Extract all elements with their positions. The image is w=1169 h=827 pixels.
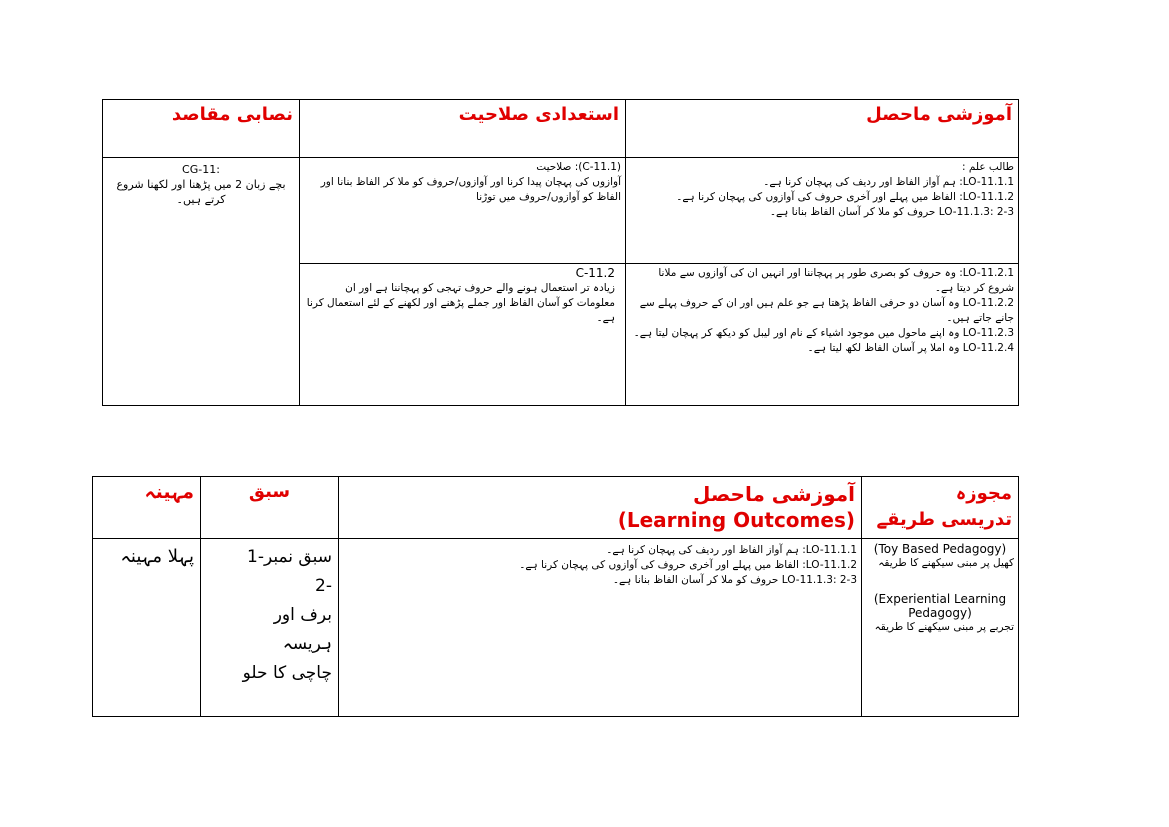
outcomes-cell-t2 (339, 539, 862, 717)
month-cell: پہلا مہینہ (93, 539, 201, 717)
header-outcomes-ur: آموزشی ماحصل (692, 482, 855, 506)
competency-code-1: (C-11.1): صلاحیت (536, 161, 621, 173)
method-2-ur: تجربے پر مبنی سیکھنے کا طریقہ (874, 621, 1014, 633)
cg-code: CG-11: (182, 163, 220, 176)
outcome-line: LO-11.1.2: الفاظ میں پہلے اور آخری حروف کی آوازوں کی پہچان کرنا ہے۔ (676, 191, 1014, 203)
table1-header-row (103, 100, 1019, 158)
outcomes-cell-2 (626, 264, 1019, 406)
header-methods (862, 477, 1019, 539)
outcome-line: LO-11.2.1: وہ حروف کو بصری طور پر پہچاننا اور انہیں ان کی آوازوں سے ملانا شروع کر دیتا ہے۔ (658, 267, 1014, 294)
table2-row-1 (93, 539, 1019, 717)
lesson-line: سبق نمبر-1 (247, 547, 332, 567)
competency-cell-1 (300, 158, 626, 264)
competency-text-2: زیادہ تر استعمال ہونے والے حروف تہجی کو پہچاننا ہے اور ان معلومات کو آسان الفاظ اور جملے پڑھنے اور لکھنے کے لئے استعمال کرنا ہے۔ (306, 282, 615, 324)
header-month: مہینہ (93, 477, 201, 539)
header-methods-line2: تدریسی طریقے (876, 509, 1012, 530)
outcome-line: LO-11.1.3: 2-3 حروف کو ملا کر آسان الفاظ بنانا ہے۔ (769, 206, 1014, 218)
competency-code-2: C-11.2 (575, 266, 615, 280)
header-outcomes-en: (Learning Outcomes) (617, 508, 855, 532)
header-outcomes (339, 477, 862, 539)
header-lesson: سبق (201, 477, 339, 539)
outcome-line: طالب علم : (961, 161, 1014, 173)
lesson-cell (201, 539, 339, 717)
outcome-line: LO-11.2.2 وہ آسان دو حرفی الفاظ پڑھتا ہے جو علم ہیں اور ان کے حروف پہلے سے جانے جاتے ہیں۔ (639, 297, 1014, 324)
lesson-line: -2 (315, 576, 332, 596)
outcome-line: LO-11.2.4 وہ املا پر آسان الفاظ لکھ لیتا ہے۔ (807, 342, 1014, 354)
cg-text: بچے زبان 2 میں پڑھنا اور لکھنا شروع کرتے ہیں۔ (116, 178, 286, 206)
cg-cell (103, 158, 300, 406)
header-learning-outcomes: آموزشی ماحصل (626, 100, 1019, 158)
outcome-line: LO-11.1.2: الفاظ میں پہلے اور آخری حروف کی آوازوں کی پہچان کرنا ہے۔ (519, 559, 857, 571)
curriculum-objectives-table (102, 99, 1019, 406)
outcome-line: LO-11.1.1: ہم آواز الفاظ اور ردیف کی پہچان کرنا ہے۔ (606, 544, 857, 556)
competency-text-1: آوازوں کی پہچان پیدا کرنا اور آوازوں/حروف کو ملا کر الفاظ بنانا اور الفاظ کو آوازوں/حروف میں توڑنا (320, 176, 621, 203)
header-methods-line1: مجوزہ (955, 483, 1012, 504)
competency-cell-2 (300, 264, 626, 406)
outcome-line: LO-11.1.3: 2-3 حروف کو ملا کر آسان الفاظ بنانا ہے۔ (612, 574, 857, 586)
method-1-en: (Toy Based Pedagogy) (873, 542, 1007, 556)
lesson-line: ہریسہ (282, 634, 332, 654)
monthly-plan-table (92, 476, 1019, 717)
outcome-line: LO-11.1.1: ہم آواز الفاظ اور ردیف کی پہچان کرنا ہے۔ (763, 176, 1014, 188)
method-1-ur: کھیل پر مبنی سیکھنے کا طریقہ (878, 557, 1014, 569)
header-competency: استعدادی صلاحیت (300, 100, 626, 158)
lesson-line: چاچی کا حلو (242, 663, 332, 683)
outcomes-cell-1 (626, 158, 1019, 264)
outcome-line: LO-11.2.3 وہ اپنے ماحول میں موجود اشیاء کے نام اور لیبل کو دیکھ کر پہچان لیتا ہے۔ (633, 327, 1014, 339)
method-2-en: (Experiential Learning Pedagogy) (873, 592, 1007, 620)
methods-cell (862, 539, 1019, 717)
header-curricular-objectives: نصابی مقاصد (103, 100, 300, 158)
lesson-line: برف اور (273, 605, 332, 625)
table2-header-row (93, 477, 1019, 539)
table1-row-1 (103, 158, 1019, 264)
